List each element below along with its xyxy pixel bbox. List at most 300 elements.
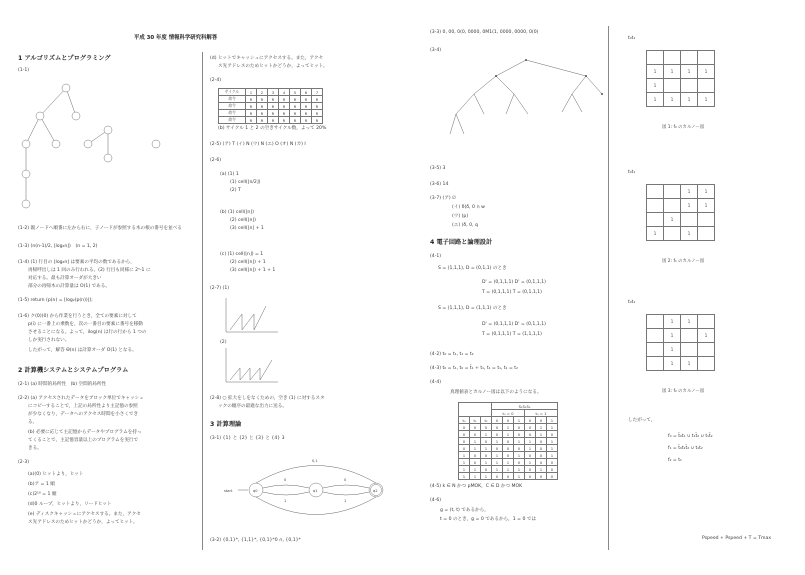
q4-text-d: 部分の再帰木の計算量は O(1) である。	[28, 284, 110, 289]
table-cell: R	[312, 103, 323, 110]
table-row	[647, 65, 715, 79]
karnaugh-map-1	[646, 50, 715, 107]
table-cell: 1	[664, 357, 681, 371]
table-row	[647, 79, 715, 93]
table-cell	[647, 185, 664, 199]
table-cell: 0	[514, 431, 525, 438]
table-row	[647, 185, 715, 199]
table-header-cell: 7	[312, 89, 323, 96]
table-cell	[681, 343, 698, 357]
m3-text: (b) サイクル 1 と 2 の空きサイクル数，よって 20%	[218, 126, 327, 131]
table-cell	[681, 79, 698, 93]
q4-text-a: (1-4) (1) 行目の ⌊log₂n⌋ は要素の平均の数であるから，	[18, 260, 135, 265]
table-cell: 0	[492, 473, 503, 480]
table-cell: 0	[514, 445, 525, 452]
table-row	[219, 96, 323, 103]
table-row	[459, 438, 558, 445]
tree-node	[104, 126, 112, 134]
table-header-cell: サイクル	[219, 89, 246, 96]
start-label: start	[224, 489, 233, 493]
q8-text-c: が少なくなり，データへのアクセス時間を小さくでき	[28, 412, 139, 417]
table-cell: 0	[503, 438, 514, 445]
table-cell	[698, 51, 715, 65]
table-cell: 0	[481, 424, 492, 431]
table-cell: 0	[492, 424, 503, 431]
table-cell: 1	[664, 213, 681, 227]
table-cell: 1	[481, 431, 492, 438]
m1-text-a: (d) ヒットでキャッシュにアクセスする。また，アクセ	[210, 56, 324, 61]
table-cell: 1	[492, 459, 503, 466]
table-cell	[664, 227, 681, 241]
table-header-row	[459, 403, 558, 410]
m11-text-b: ックの順序の最適な出力に送る。	[218, 404, 287, 409]
table-cell: 1	[647, 227, 664, 241]
section-heading-2: 2 計算機システムとシステムプログラム	[18, 367, 129, 374]
table-cell: 1	[547, 438, 558, 445]
table-cell: R	[290, 103, 301, 110]
m6-text-c: (2) T	[230, 188, 241, 193]
tree-node	[36, 112, 44, 120]
table-header-cell: 6	[301, 89, 312, 96]
table-header-cell: t₂	[481, 417, 492, 424]
table-cell: 0	[459, 438, 470, 445]
table-cell: 1	[681, 357, 698, 371]
table-cell	[647, 357, 664, 371]
table-row	[459, 431, 558, 438]
m7-text-a: (b) (1) cell(⌊n⌋)	[220, 210, 254, 215]
table-header-row	[459, 410, 558, 417]
table-cell: 1	[459, 473, 470, 480]
m11-text-a: (2-8) ○ 拡大をしをなくための，空き (1) に対するスタ	[210, 396, 325, 401]
table-header-cell: 4	[279, 89, 290, 96]
table-header-cell: t₀	[459, 417, 470, 424]
pipeline-table	[218, 88, 323, 124]
table-cell: R	[301, 96, 312, 103]
edge-label: 1	[344, 499, 347, 503]
table-cell: 1	[514, 466, 525, 473]
table-cell	[698, 315, 715, 329]
table-cell: 命令	[219, 103, 246, 110]
karnaugh-map-2	[646, 184, 715, 241]
q8-text-d: る。	[28, 420, 38, 425]
state-label: q0	[253, 489, 258, 493]
table-cell: 1	[681, 93, 698, 107]
table-cell: R	[257, 117, 268, 124]
table-cell	[698, 79, 715, 93]
table-cell: R	[268, 103, 279, 110]
table-cell: 1	[503, 424, 514, 431]
table-cell: R	[279, 117, 290, 124]
r15-text: (4-5) k ∈ N かつ pMOK，C ∈ D かつ MOK	[430, 484, 523, 489]
q7-text: (2-1) (a) 時間的局所性 (b) 空間的局所性	[18, 382, 107, 387]
table-cell: 1	[514, 452, 525, 459]
table-cell	[647, 343, 664, 357]
table-cell	[647, 199, 664, 213]
kmap-caption: 図 2: f₁ のカルノー図	[662, 259, 705, 264]
table-row	[459, 445, 558, 452]
table-cell: 1	[481, 459, 492, 466]
table-cell: 0	[525, 431, 536, 438]
table-cell: 1	[492, 466, 503, 473]
table-cell: 1	[681, 315, 698, 329]
m2-label: (2-4)	[210, 78, 222, 83]
sawtooth-plot-2	[222, 346, 282, 386]
q9-text-c: (c)2¹⁰ = 1 順	[28, 492, 57, 497]
table-cell: 命令	[219, 110, 246, 117]
table-row	[647, 93, 715, 107]
table-cell: 0	[547, 473, 558, 480]
table-cell: 1	[514, 438, 525, 445]
kmap-label: t₀t₁	[628, 36, 636, 41]
table-row	[647, 329, 715, 343]
table-row	[219, 117, 323, 124]
table-cell: R	[279, 96, 290, 103]
table-cell: 命令	[219, 96, 246, 103]
q9-text-d: (d)0 ループ，ヒットより，リードヒット	[28, 502, 112, 507]
table-cell: 0	[470, 459, 481, 466]
parse-tree-diagram	[436, 54, 616, 144]
table-row	[459, 473, 558, 480]
section-heading-4: 4 電子回路と論理設計	[430, 239, 493, 246]
table-cell: 0	[492, 431, 503, 438]
tree-node	[152, 140, 160, 148]
table-cell: 1	[681, 185, 698, 199]
table-cell: 0	[536, 459, 547, 466]
table-cell: 0	[503, 473, 514, 480]
page-right	[410, 0, 800, 575]
table-cell: 0	[492, 445, 503, 452]
q6-text-e: したがって，解答 Θ(n) は計算オーダ O(1) となる。	[28, 348, 137, 353]
table-cell: 1	[681, 65, 698, 79]
truth-table	[458, 402, 558, 480]
tree-node	[52, 140, 60, 148]
m8-text-b: (2) cell(⌊n⌋) + 1	[230, 260, 266, 265]
table-cell: R	[257, 96, 268, 103]
q9-text-e: (e) ディスクキャッシュにアクセスする。また，アクセ	[28, 512, 141, 517]
table-cell: 0	[536, 473, 547, 480]
table-header-cell: 1	[246, 89, 257, 96]
table-row	[459, 466, 558, 473]
table-cell: 1	[547, 445, 558, 452]
state-label: q2	[373, 489, 378, 493]
q6-text-d: しか実行されない。	[28, 338, 70, 343]
table-cell: R	[301, 117, 312, 124]
table-cell: 0	[459, 445, 470, 452]
table-cell	[664, 199, 681, 213]
table-cell: R	[279, 110, 290, 117]
m13-text: (3-2) {0,1}*, {1,1}*, {0,1}*0 ∩, {0,1}*	[210, 538, 301, 543]
table-row	[647, 357, 715, 371]
table-header-cell: S₁S₂S₃	[492, 403, 558, 410]
table-cell: R	[246, 110, 257, 117]
edge-label: 0	[284, 478, 287, 482]
table-cell: 1	[492, 452, 503, 459]
table-cell: R	[312, 96, 323, 103]
r4-text: (3-6) 14	[430, 182, 449, 187]
table-cell: R	[268, 117, 279, 124]
table-cell: 1	[698, 93, 715, 107]
table-cell: R	[246, 103, 257, 110]
table-cell: 1	[503, 431, 514, 438]
table-cell: 0	[547, 459, 558, 466]
table-header-cell: 2	[257, 89, 268, 96]
binary-tree-diagram	[16, 78, 176, 218]
q9-label: (2-3)	[18, 460, 30, 465]
table-cell: 0	[503, 452, 514, 459]
section-heading-3: 3 計算理論	[210, 421, 242, 428]
m7-text-c: (3) cell(⌊n⌋ + 1	[230, 226, 264, 231]
q9-text-a: (a)(0) ヒットより，ヒット	[28, 472, 84, 477]
table-row	[219, 103, 323, 110]
table-header-cell	[459, 410, 492, 417]
r5-text-d: (エ) (δ, 0, q	[452, 223, 478, 228]
table-row	[647, 213, 715, 227]
table-header-cell: t₀ = 1	[525, 410, 558, 417]
table-cell: 0	[547, 431, 558, 438]
table-cell: R	[301, 110, 312, 117]
table-row	[647, 315, 715, 329]
table-row	[647, 199, 715, 213]
karnaugh-map-3	[646, 314, 715, 371]
table-header-cell: 0	[503, 417, 514, 424]
table-cell: R	[257, 103, 268, 110]
table-cell: 1	[525, 445, 536, 452]
sawtooth-plot-1	[222, 296, 282, 336]
q9-text-f: ス先アドレスのためヒットかどうか，よってヒット。	[28, 520, 138, 525]
table-cell: 1	[536, 466, 547, 473]
table-cell: 1	[503, 459, 514, 466]
r10-text-a: D' = (0,1,1,1) D' = (0,1,1,1)	[482, 322, 546, 327]
table-cell: 1	[647, 93, 664, 107]
table-cell: R	[246, 96, 257, 103]
table-cell: 0	[481, 466, 492, 473]
table-cell: 0	[481, 438, 492, 445]
q6-text-b: p(i) に一番上の乗数を，次の一番目の要素に番号を移動	[28, 322, 143, 327]
table-cell: 命令	[219, 117, 246, 124]
table-cell	[647, 51, 664, 65]
table-cell: 1	[536, 431, 547, 438]
table-cell: 0	[503, 445, 514, 452]
r16-label: (4-6)	[430, 498, 442, 503]
table-cell	[698, 227, 715, 241]
table-cell	[698, 343, 715, 357]
table-cell: 1	[681, 199, 698, 213]
m8-text-c: (3) cell(⌊n⌋) + 1 + 1	[230, 268, 276, 273]
r5-text-b: (イ) δ(δ, 0 ∩ w	[452, 205, 485, 210]
table-cell: 1	[698, 65, 715, 79]
automaton-diagram	[224, 454, 394, 524]
table-cell: 1	[470, 445, 481, 452]
table-header-cell: 3	[268, 89, 279, 96]
r9-text: S = (1,1,1), D = (1,1,1) のとき	[438, 306, 507, 311]
r11-text: (4-2) t₀ = t₁, t₁ = t₂	[430, 352, 474, 357]
m8-text-a: (c) (1) cell(⌊n⌋) = 1	[220, 252, 264, 257]
q8-text-g: きる。	[28, 446, 42, 451]
table-cell: 1	[698, 329, 715, 343]
table-cell: 1	[503, 466, 514, 473]
edge-label: 1	[284, 499, 287, 503]
table-cell	[647, 329, 664, 343]
tree-node-root	[62, 84, 70, 92]
table-cell: 0	[470, 431, 481, 438]
q8-text-f: てくることで，主記憶容量以上のプログラムを実行で	[28, 438, 139, 443]
table-row	[459, 452, 558, 459]
table-cell: 1	[514, 473, 525, 480]
table-cell: 1	[470, 438, 481, 445]
table-cell: 0	[525, 466, 536, 473]
q3-text: (1-3) (n(n-1)/2, ⌊log₂n⌋) (n = 1, 2)	[18, 244, 98, 249]
kmap-caption: 図 3: f₂ のカルノー図	[662, 389, 705, 394]
formula-f0: f₀ = t̄₀t₁ ∪ t₁t̄₂ ∪ t₁t̄₂	[668, 434, 713, 439]
m4-text: (2-5) (ア) T (イ) N (ウ) N (エ) O (オ) N (カ) I	[210, 142, 306, 147]
m6-text-b: (1) cell(⌊n/2⌋)	[230, 180, 261, 185]
tree-node	[104, 154, 112, 162]
table-cell	[681, 329, 698, 343]
tree-node	[22, 140, 30, 148]
table-header-cell: 0	[525, 417, 536, 424]
formula-f1: f₁ = t̄₀t₁t̄₂ ∪ t₁t₂	[668, 446, 703, 451]
r10-text-b: T = (0,1,1,1) T = (1,1,1,1)	[482, 332, 542, 337]
table-header-cell: 1	[514, 417, 525, 424]
r18-text: Pspeed + Pspeed + T = Tmax	[702, 536, 772, 541]
table-cell: R	[268, 110, 279, 117]
m9-label: (2-7) (1)	[210, 286, 230, 291]
table-row	[647, 227, 715, 241]
r12-text: (4-3) t₀ = t₁, t₀ = t̄₁ + t₁, t₁ = t₁, t₁ = t₂	[430, 366, 518, 371]
r14-text: したがって，	[628, 418, 656, 423]
table-cell: 0	[536, 438, 547, 445]
table-cell	[664, 185, 681, 199]
table-cell: 1	[492, 438, 503, 445]
q1-label: (1-1)	[18, 68, 30, 73]
r1-text: (3-3) 0, 00, 0(0, 0000, 0M1(1, 0000, 0000, 0(0)	[430, 30, 539, 35]
table-cell: R	[279, 103, 290, 110]
r8-text-b: T = (0,1,1,1) T = (0,1,1,1)	[482, 290, 542, 295]
table-header-cell: 0	[536, 417, 547, 424]
r5-text-c: (ウ) (p)	[452, 214, 469, 219]
table-cell	[664, 51, 681, 65]
table-cell	[698, 213, 715, 227]
table-cell: 0	[525, 473, 536, 480]
table-cell: 0	[459, 431, 470, 438]
table-cell: R	[301, 103, 312, 110]
edge-label: 0,1	[312, 459, 318, 463]
column-divider	[202, 52, 203, 550]
r6-label: (4-1)	[430, 254, 442, 259]
table-cell: 1	[481, 473, 492, 480]
m1-text-b: ス先アドレスのためヒットかどうか，よってヒット。	[218, 64, 328, 69]
table-cell: R	[290, 110, 301, 117]
table-cell: 1	[525, 438, 536, 445]
state-label: q1	[313, 489, 318, 493]
q6-text-a: (1-6) ク(0)(0) から作業を行うとき，全ての要素に対して	[18, 314, 137, 319]
table-row	[647, 51, 715, 65]
kmap-caption: 図 1: f₀ のカルノー図	[662, 125, 705, 130]
table-cell	[664, 79, 681, 93]
section-heading-1: 1 アルゴリズムとプログラミング	[18, 55, 111, 62]
m5-label: (2-6)	[210, 158, 222, 163]
table-cell: 0	[536, 452, 547, 459]
table-cell: 0	[459, 424, 470, 431]
table-cell: 1	[525, 459, 536, 466]
r13-label: (4-4)	[430, 380, 442, 385]
table-header-row	[219, 89, 323, 96]
r13-text: 真理値表とカルノー図は以下のようになる。	[450, 390, 542, 395]
q8-text-e: (b) 必要に応じて主記憶からデータやプログラムを持っ	[28, 430, 142, 435]
table-cell: 1	[664, 343, 681, 357]
q5-text: (1-5) return (p(n) = ⌊log₂(p(n))⌋);	[18, 298, 93, 303]
table-cell: 0	[514, 424, 525, 431]
m7-text-b: (2) cell(⌊n⌋)	[230, 218, 256, 223]
table-cell: 1	[470, 473, 481, 480]
tree-node	[22, 200, 30, 208]
r8-text-a: D' = (0,1,1,1) D' = (0,1,1,1)	[482, 280, 546, 285]
r17-text-b: t = 0 のとき，g = 0 であるから，1 = 0 では	[440, 517, 537, 522]
q4-text-c: 対応する。最も計算オーダが大きい	[28, 276, 102, 281]
r5-text-a: (3-7) (ア) ∅	[430, 196, 457, 201]
table-cell: 1	[459, 466, 470, 473]
table-header-cell: 5	[290, 89, 301, 96]
table-cell	[647, 213, 664, 227]
table-header-cell: t₀ = 0	[492, 410, 525, 417]
page-header: 平成 30 年度 情報科学研究科解答	[134, 35, 218, 41]
column-divider	[608, 26, 609, 550]
table-cell: 1	[664, 65, 681, 79]
table-cell: 1	[470, 466, 481, 473]
table-cell: 1	[536, 424, 547, 431]
table-cell: 1	[681, 227, 698, 241]
table-cell: 1	[698, 199, 715, 213]
table-header-cell: t₁	[470, 417, 481, 424]
table-cell: 1	[547, 452, 558, 459]
m6-text-a: (a) (1) 1	[220, 172, 239, 177]
tree-node	[84, 140, 92, 148]
table-cell: 0	[514, 459, 525, 466]
edge-label: 0	[344, 478, 347, 482]
m12-text: (3-1) {1} と {2} と {3} と {4} 3	[210, 436, 285, 441]
table-cell: 0	[481, 452, 492, 459]
table-cell: R	[290, 96, 301, 103]
tree-node	[72, 112, 80, 120]
table-cell: R	[246, 117, 257, 124]
table-cell: 1	[647, 65, 664, 79]
r17-text-a: g = (t, t) であるから，	[440, 508, 489, 513]
tree-node	[22, 170, 30, 178]
table-cell	[681, 51, 698, 65]
table-cell	[647, 315, 664, 329]
r3-text: (3-5) 3	[430, 166, 446, 171]
r7-text: S = (1,1,1), D = (0,1,1) のとき	[438, 266, 507, 271]
table-header-cell	[459, 403, 492, 410]
table-cell: 1	[459, 459, 470, 466]
table-cell: 1	[664, 315, 681, 329]
table-cell: 0	[547, 466, 558, 473]
table-cell	[698, 357, 715, 371]
table-cell: R	[268, 96, 279, 103]
table-cell: 0	[470, 452, 481, 459]
table-row	[459, 424, 558, 431]
q9-text-b: (b)ア = 1 順	[28, 482, 55, 487]
table-row	[647, 343, 715, 357]
table-cell: R	[312, 117, 323, 124]
table-header-cell: 1	[547, 417, 558, 424]
table-cell: 1	[647, 79, 664, 93]
table-row	[219, 110, 323, 117]
q6-text-c: させることになる。よって，ilog(n) は行の行から 1 つの	[28, 330, 147, 335]
page-left	[6, 0, 396, 575]
kmap-label: t₀t₁	[628, 170, 636, 175]
table-cell: R	[257, 110, 268, 117]
